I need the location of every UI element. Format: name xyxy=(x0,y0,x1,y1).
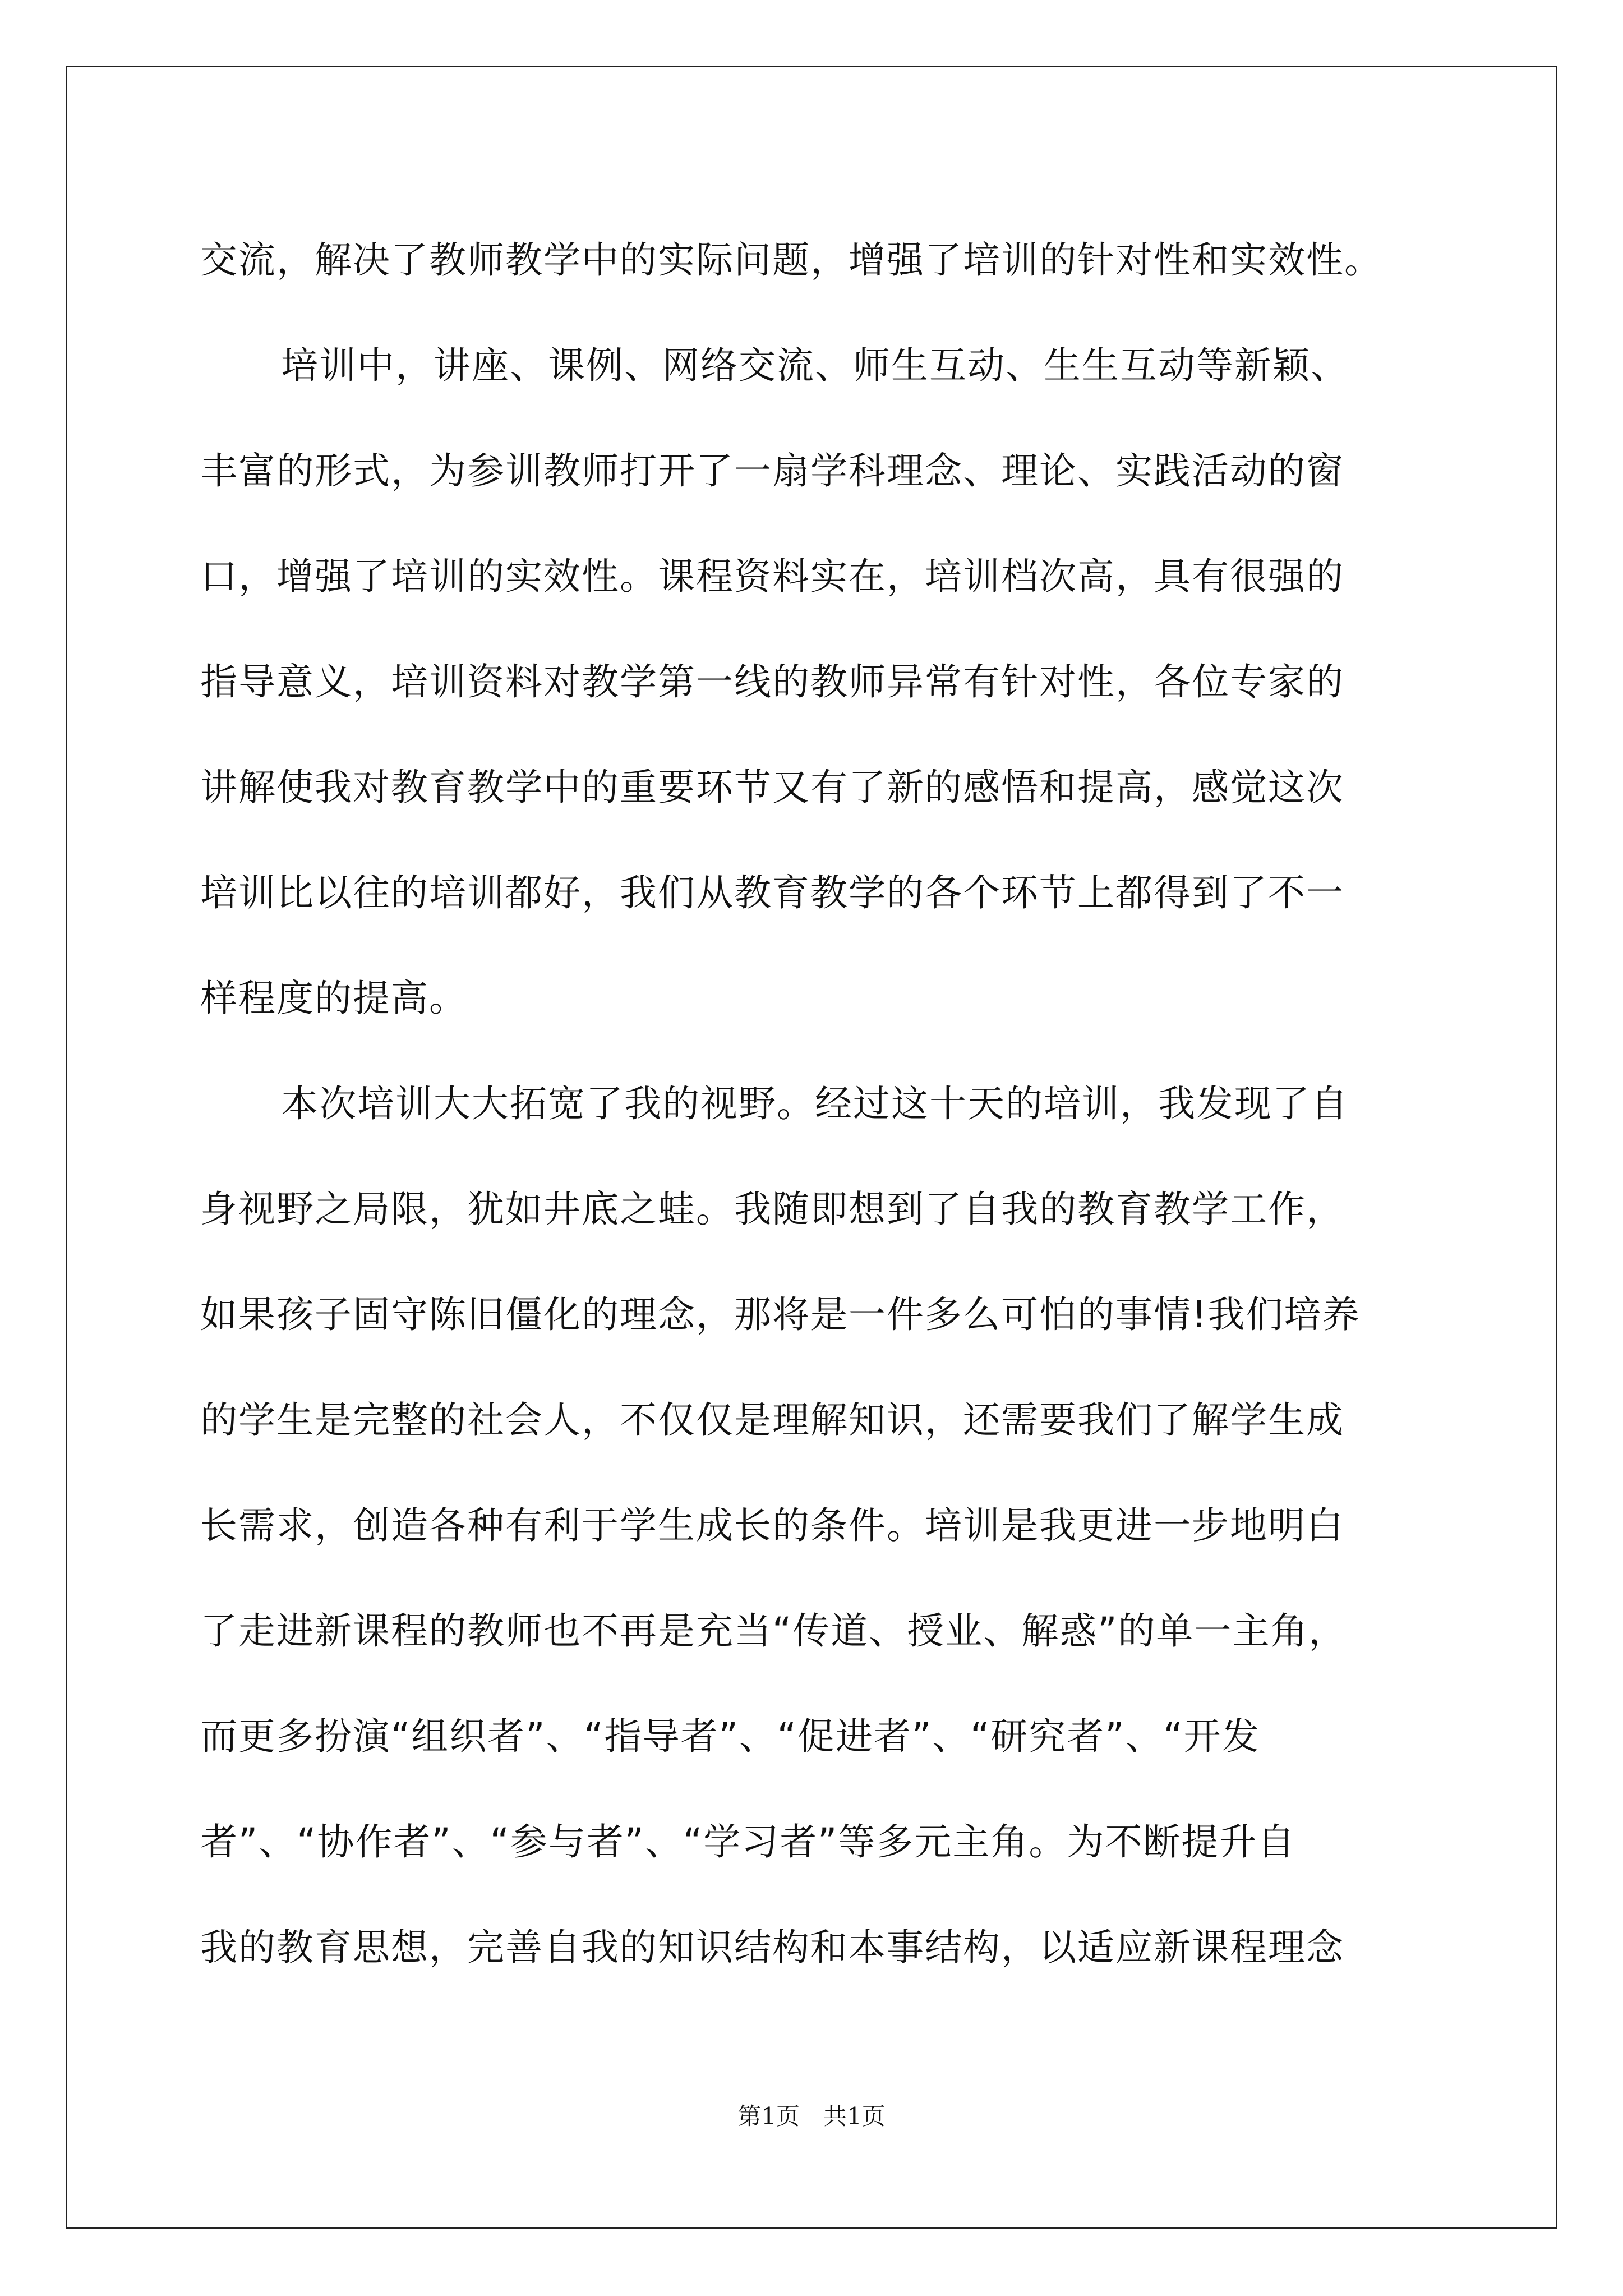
text-line-11: 如果孩子固守陈旧僵化的理念，那将是一件多么可怕的事情!我们培养 xyxy=(200,1293,1361,1336)
text-line-17: 我的教育思想，完善自我的知识结构和本事结构，以适应新课程理念 xyxy=(200,1926,1344,1969)
text-line-14: 了走进新课程的教师也不再是充当“传道、授业、解惑”的单一主角， xyxy=(200,1609,1347,1653)
text-line-9: 本次培训大大拓宽了我的视野。经过这十天的培训，我发现了自 xyxy=(281,1082,1349,1125)
text-line-1: 交流，解决了教师教学中的实际问题，增强了培训的针对性和实效性。 xyxy=(200,238,1382,282)
document-body xyxy=(200,208,1423,2000)
text-line-2: 培训中，讲座、课例、网络交流、师生互动、生生互动等新颖、 xyxy=(281,344,1349,387)
text-line-15: 而更多扮演“组织者”、“指导者”、“促进者”、“研究者”、“开发 xyxy=(200,1715,1260,1758)
text-line-7: 培训比以往的培训都好，我们从教育教学的各个环节上都得到了不一 xyxy=(200,871,1344,914)
text-line-4: 口，增强了培训的实效性。课程资料实在，培训档次高，具有很强的 xyxy=(200,555,1344,598)
page-number-footer: 第1页 共1页 xyxy=(737,2102,886,2130)
text-line-10: 身视野之局限，犹如井底之蛙。我随即想到了自我的教育教学工作， xyxy=(200,1188,1344,1231)
text-line-16: 者”、“协作者”、“参与者”、“学习者”等多元主角。为不断提升自 xyxy=(200,1820,1296,1864)
text-line-13: 长需求，创造各种有利于学生成长的条件。培训是我更进一步地明白 xyxy=(200,1504,1344,1547)
text-line-8: 样程度的提高。 xyxy=(200,977,467,1020)
text-line-6: 讲解使我对教育教学中的重要环节又有了新的感悟和提高，感觉这次 xyxy=(200,766,1344,809)
text-line-5: 指导意义，培训资料对教学第一线的教师异常有针对性，各位专家的 xyxy=(200,660,1344,703)
text-line-3: 丰富的形式，为参训教师打开了一扇学科理念、理论、实践活动的窗 xyxy=(200,449,1344,493)
text-line-12: 的学生是完整的社会人，不仅仅是理解知识，还需要我们了解学生成 xyxy=(200,1398,1344,1442)
